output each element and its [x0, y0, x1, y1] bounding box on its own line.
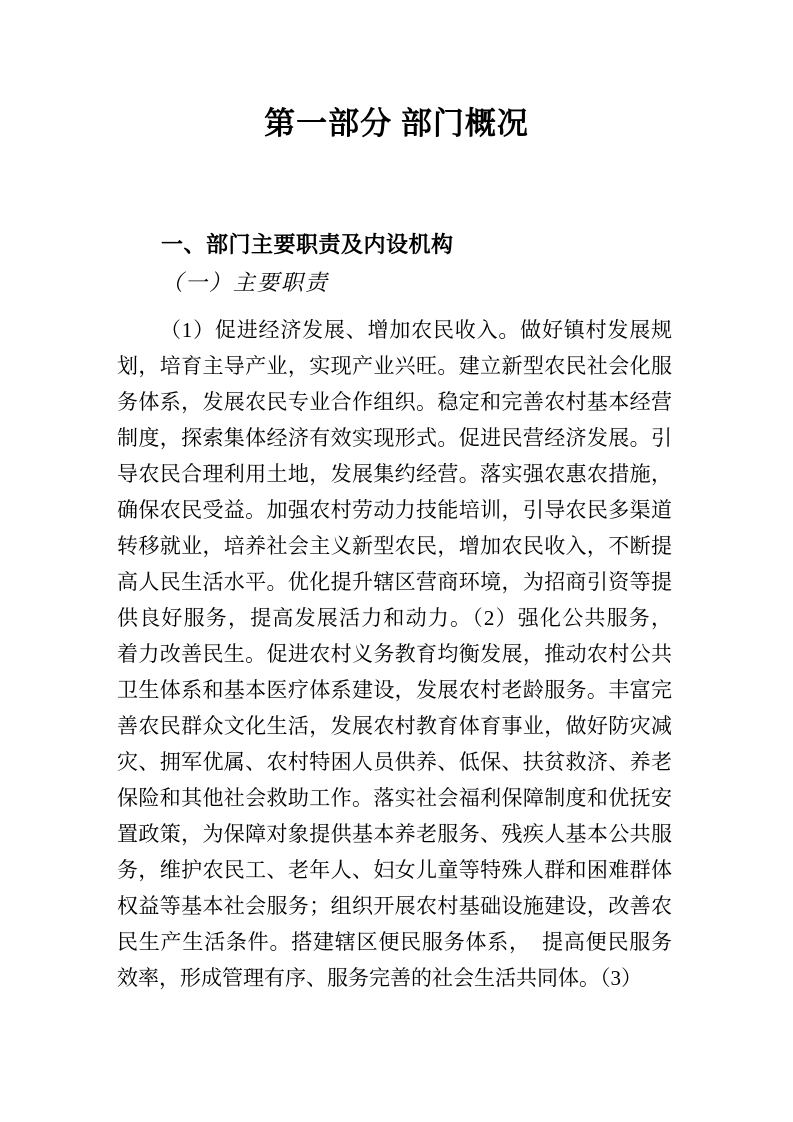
paragraph-line: 保险和其他社会救助工作。落实社会福利保障制度和优抚安 — [117, 786, 672, 810]
paragraph-line: 权益等基本社会服务；组织开展农村基础设施建设，改善农 — [117, 894, 672, 918]
paragraph-line: 着力改善民生。促进农村义务教育均衡发展，推动农村公共 — [117, 642, 672, 666]
paragraph-line: 导农民合理利用土地，发展集约经营。落实强农惠农措施， — [117, 462, 672, 486]
paragraph-line: （1）促进经济发展、增加农民收入。做好镇村发展规 — [160, 318, 672, 342]
subsection-heading: （一）主要职责 — [161, 270, 330, 295]
paragraph-line: 效率，形成管理有序、服务完善的社会生活共同体。（3） — [117, 966, 642, 990]
paragraph-line: 务体系，发展农民专业合作组织。稳定和完善农村基本经营 — [117, 390, 672, 414]
paragraph-line: 务，维护农民工、老年人、妇女儿童等特殊人群和困难群体 — [117, 858, 672, 882]
paragraph-line: 转移就业，培养社会主义新型农民，增加农民收入，不断提 — [117, 534, 672, 558]
paragraph-line: 灾、拥军优属、农村特困人员供养、低保、扶贫救济、养老 — [117, 750, 672, 774]
paragraph-line: 高人民生活水平。优化提升辖区营商环境，为招商引资等提 — [117, 570, 672, 594]
paragraph-line: 划，培育主导产业，实现产业兴旺。建立新型农民社会化服 — [117, 354, 672, 378]
main-duties-paragraph — [117, 312, 672, 996]
paragraph-line: 制度，探索集体经济有效实现形式。促进民营经济发展。引 — [117, 426, 672, 450]
document-title: 第一部分 部门概况 — [264, 106, 529, 141]
paragraph-line: 善农民群众文化生活，发展农村教育体育事业，做好防灾减 — [117, 714, 672, 738]
paragraph-line: 确保农民受益。加强农村劳动力技能培训，引导农民多渠道 — [117, 498, 672, 522]
paragraph-line: 供良好服务，提高发展活力和动力。（2）强化公共服务， — [117, 606, 672, 630]
paragraph-line: 卫生体系和基本医疗体系建设，发展农村老龄服务。丰富完 — [117, 678, 672, 702]
section-heading: 一、部门主要职责及内设机构 — [161, 232, 454, 257]
paragraph-line: 民生产生活条件。搭建辖区便民服务体系， 提高便民服务 — [117, 930, 672, 954]
paragraph-line: 置政策，为保障对象提供基本养老服务、残疾人基本公共服 — [117, 822, 672, 846]
